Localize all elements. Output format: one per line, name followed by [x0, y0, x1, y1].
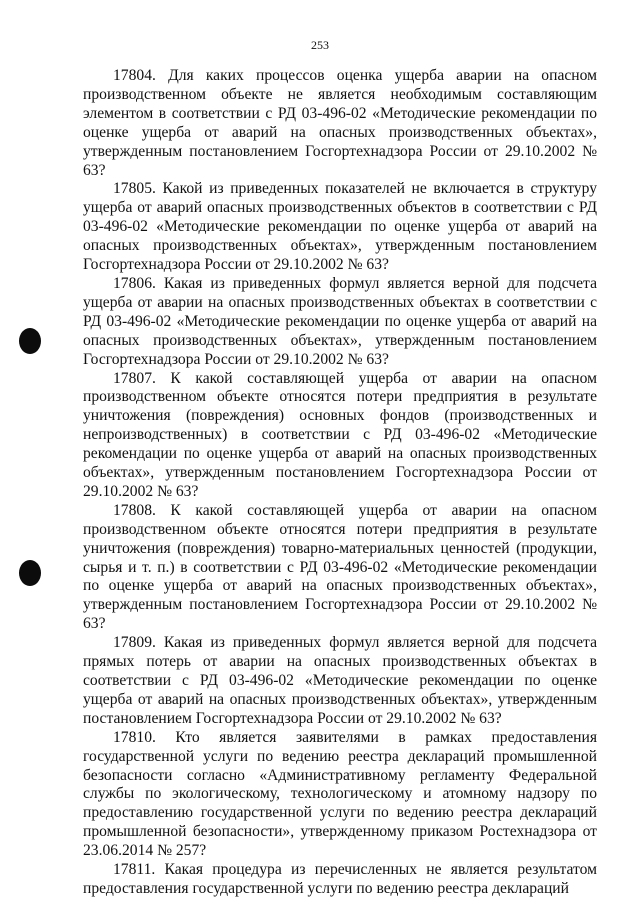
question-17806: 17806. Какая из приведенных формул является верной для подсчета ущерба от аварии на опасных производственных объектах в соответствии с РД 03-496-02 «Методические рекомендации по оценке ущерба от аварий на опасных производственных объектах», утвержденным постановлением Госгортехнадзора России от 29.10.2002 № 63? [83, 274, 597, 368]
question-17811: 17811. Какая процедура из перечисленных не является результатом предоставления государственной услуги по ведению реестра деклараций [83, 861, 597, 897]
question-17809: 17809. Какая из приведенных формул является верной для подсчета прямых потерь от аварии на опасных производственных объектах в соответствии с РД 03-496-02 «Методические рекомендации по оценке ущерба от аварий на опасных производственных объектах», утвержденным постановлением Госгортехнадзора России от 29.10.2002 № 63? [83, 634, 597, 727]
question-17810: 17810. Кто является заявителями в рамках предоставления государственной услуги по ведению реестра деклараций промышленной безопасности согласно «Административному регламенту Федеральной службы по экологическому, технологическому и атомному надзору по предоставлению государственной услуги по ведению реестра деклараций промышленной безопасности», утвержденному приказом Ростехнадзора от 23.06.2014 № 257? [83, 728, 597, 860]
question-17808: 17808. К какой составляющей ущерба от аварии на опасном производственном объекте относятся потери предприятия в результате уничтожения (повреждения) товарно-материальных ценностей (продукции, сырья и т. п.) в соответствии с РД 03-496-02 «Методические рекомендации по оценке ущерба от аварий на опасных производственных объектах», утвержденным постановлением Госгортехнадзора России от 29.10.2002 № 63? [83, 501, 597, 633]
page-number: 253 [311, 38, 329, 52]
document-body [83, 67, 597, 899]
punch-hole-icon [19, 560, 41, 586]
punch-hole-icon [19, 328, 41, 354]
question-17804: 17804. Для каких процессов оценка ущерба аварии на опасном производственном объекте не является необходимым составляющим элементом в соответствии с РД 03-496-02 «Методические рекомендации по оценке ущерба от аварий на опасных производственных объектах», утвержденным постановлением Госгортехнадзора России от 29.10.2002 № 63? [83, 67, 597, 179]
question-17807: 17807. К какой составляющей ущерба от аварии на опасном производственном объекте относятся потери предприятия в результате уничтожения (повреждения) основных фондов (производственных и непроизводственных) в соответствии с РД 03-496-02 «Методические рекомендации по оценке ущерба от аварий на опасных производственных объектах», утвержденным постановлением Госгортехнадзора России от 29.10.2002 № 63? [83, 369, 597, 500]
question-17805: 17805. Какой из приведенных показателей не включается в структуру ущерба от аварий опасных производственных объектов в соответствии с РД 03-496-02 «Методические рекомендации по оценке ущерба от аварий на опасных производственных объектах», утвержденным постановлением Госгортехнадзора России от 29.10.2002 № 63? [83, 180, 597, 274]
